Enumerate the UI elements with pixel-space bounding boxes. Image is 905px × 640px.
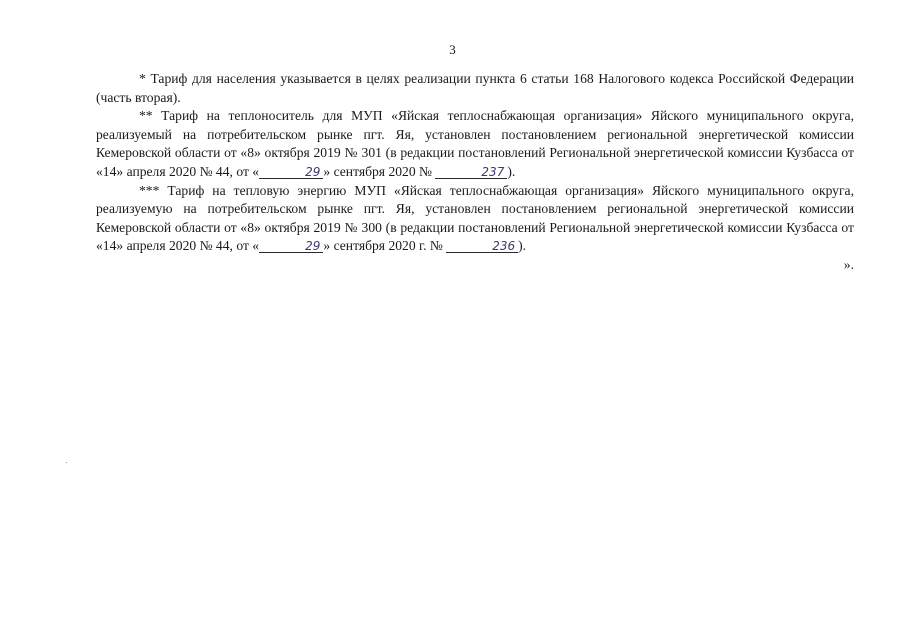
footnote-heat-energy-tariff — [96, 182, 854, 256]
footnote-heat-text-c: ). — [518, 238, 527, 254]
page-number: 3 — [449, 42, 456, 57]
footnote-population-tariff-text: * Тариф для населения указывается в целях реализации пункта 6 статьи 168 Налогового кодекса Российской Федерации (часть вторая). — [96, 71, 854, 105]
scan-speck — [66, 462, 67, 463]
footnote-coolant-text-c: ). — [507, 163, 516, 179]
footnote-coolant-text-a: ** Тариф на теплоноситель для МУП «Яйская теплоснабжающая организация» Яйского муниципального округа, реализуемый на потребительском рынке пгт. Яя, установлен постановлением региональной энергетической комиссии Кемеровской области от «8» октября 2019 № 301 (в редакции постановлений Региональной энергетической комиссии Кузбасса от «14» апреля 2020 № 44, от « — [96, 108, 854, 179]
closing-quote: ». — [843, 256, 854, 272]
handwritten-day-coolant: 29 — [259, 166, 323, 178]
handwritten-day-heat: 29 — [259, 240, 323, 252]
footnote-heat-text-a: *** Тариф на тепловую энергию МУП «Яйская теплоснабжающая организация» Яйского муниципального округа, реализуемую на потребительском рынке пгт. Яя, установлен постановлением региональной энергетической комиссии Кемеровской области от «8» октября 2019 № 300 (в редакции постановлений Региональной энергетической комиссии Кузбасса от «14» апреля 2020 № 44, от « — [96, 182, 854, 254]
handwritten-number-heat: 236 — [446, 240, 518, 252]
handwritten-number-coolant: 237 — [435, 166, 507, 178]
footnote-population-tariff — [96, 70, 854, 107]
footnote-coolant-text-b: » сентября 2020 № — [323, 163, 436, 179]
footnotes-block — [96, 70, 854, 275]
footnote-coolant-tariff — [96, 107, 854, 181]
footnote-heat-text-b: » сентября 2020 г. № — [323, 238, 447, 254]
